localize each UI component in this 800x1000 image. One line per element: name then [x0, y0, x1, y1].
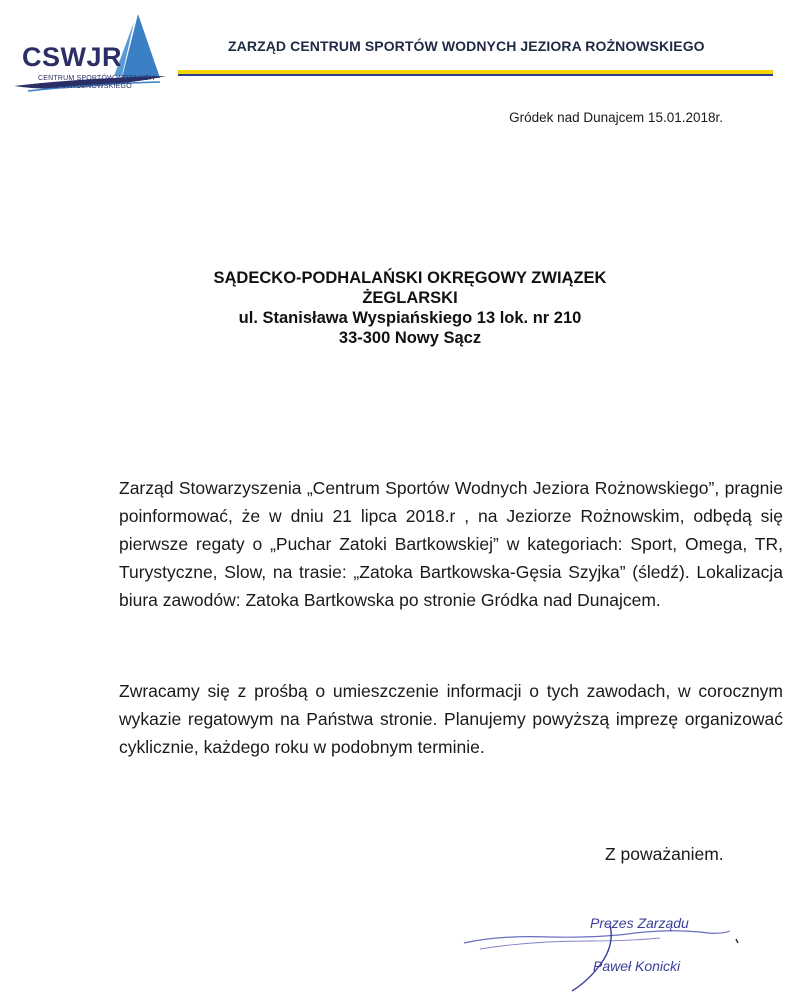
closing-salutation: Z poważaniem.	[605, 844, 724, 864]
header-divider	[178, 70, 773, 76]
signature-name: Paweł Konicki	[593, 958, 681, 974]
header-divider-blue	[178, 74, 773, 76]
body-paragraph-1-text: Zarząd Stowarzyszenia „Centrum Sportów Wodnych Jeziora Rożnowskiego”, pragnie poinformować, że w dniu 21 lipca 2018.r , na Jeziorze Rożnowskim, odbędą się pierwsze regaty o „Puchar Zatoki Bartkowskiej” w kategoriach: Sport, Omega, TR, Turystyczne, Slow, na trasie: „Zatoka Bartkowska-Gęsia Szyjka” (śledź). Lokalizacja biura zawodów: Zatoka Bartkowska po stronie Gródka nad Dunajcem.	[119, 478, 783, 610]
recipient-line3: ul. Stanisława Wyspiańskiego 13 lok. nr 210	[238, 309, 582, 327]
body-paragraph-2	[119, 677, 783, 761]
signature-title: Prezes Zarządu	[590, 915, 689, 931]
header-title: ZARZĄD CENTRUM SPORTÓW WODNYCH JEZIORA ROŻNOWSKIEGO	[228, 38, 705, 54]
body-paragraph-2-text: Zwracamy się z prośbą o umieszczenie informacji o tych zawodach, w corocznym wykazie regatowym na Państwa stronie. Planujemy powyższą imprezę organizować cyklicznie, każdego roku w podobnym terminie.	[119, 681, 783, 757]
recipient-address	[150, 268, 670, 348]
cswjr-logo	[10, 12, 170, 92]
logo-acronym: CSWJR	[22, 42, 123, 72]
recipient-line2: ŻEGLARSKI	[362, 289, 458, 307]
logo-subtitle-line1: CENTRUM SPORTÓW WODNYCH	[38, 75, 155, 82]
recipient-line1: SĄDECKO-PODHALAŃSKI OKRĘGOWY ZWIĄZEK	[213, 269, 607, 287]
signature-block	[460, 905, 790, 995]
logo-subtitle	[38, 75, 154, 91]
body-paragraph-1	[119, 474, 783, 614]
logo-subtitle-line2: JEZIORA ROŻNOWSKIEGO	[38, 83, 132, 90]
recipient-line4: 33-300 Nowy Sącz	[338, 329, 482, 347]
letter-date: Gródek nad Dunajcem 15.01.2018r.	[509, 110, 723, 125]
